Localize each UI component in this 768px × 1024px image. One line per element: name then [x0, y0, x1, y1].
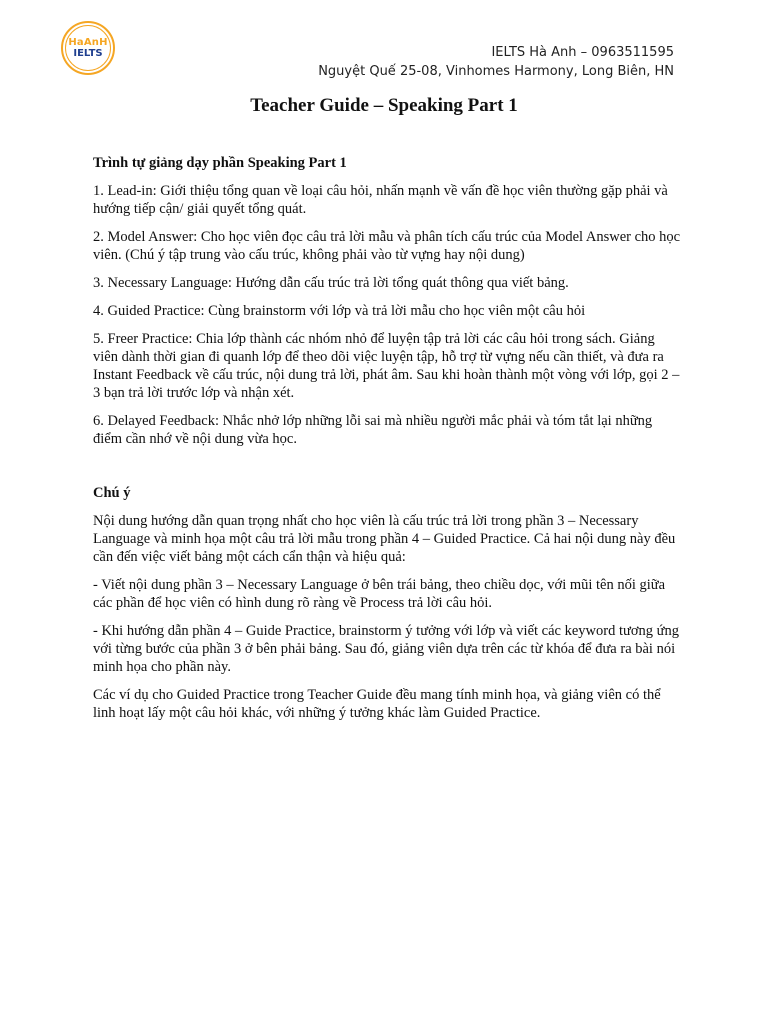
brand-logo [61, 21, 115, 75]
page-title: Teacher Guide – Speaking Part 1 [250, 95, 518, 116]
header-line-2: Nguyệt Quế 25-08, Vinhomes Harmony, Long Biên, HN [318, 64, 674, 79]
section-heading-procedure: Trình tự giảng dạy phần Speaking Part 1 [93, 155, 347, 171]
procedure-item: 1. Lead-in: Giới thiệu tổng quan về loại câu hỏi, nhấn mạnh về vấn đề học viên thường gặp phải và hướng tiếp cận/ giải quyết tổng quát. [93, 183, 668, 217]
note-paragraph: Các ví dụ cho Guided Practice trong Teacher Guide đều mang tính minh họa, và giảng viên có thể linh hoạt lấy một câu hỏi khác, với những ý tưởng khác làm Guided Practice. [93, 687, 661, 721]
section-spacer [93, 458, 683, 484]
header-line-1: IELTS Hà Anh – 0963511595 [491, 45, 674, 60]
document-body [93, 154, 683, 732]
procedure-item: 5. Freer Practice: Chia lớp thành các nhóm nhỏ để luyện tập trả lời các câu hỏi trong sách. Giảng viên dành thời gian đi quanh lớp để theo dõi việc luyện tập, hỗ trợ từ vựng nếu cần thiết, và đưa ra Instant Feedback về cấu trúc, nội dung trả lời, phát âm. Sau khi hoàn thành một vòng với lớp, gọi 2 – 3 bạn trả lời trước lớp và nhận xét. [93, 331, 680, 401]
note-paragraph: - Khi hướng dẫn phần 4 – Guide Practice, brainstorm ý tưởng với lớp và viết các keyword tương ứng với từng bước của phần 3 ở bên phải bảng. Sau đó, giảng viên dựa trên các từ khóa để đưa ra bài nói minh họa cho phần này. [93, 623, 680, 675]
logo-ring [65, 25, 111, 71]
note-paragraph: Nội dung hướng dẫn quan trọng nhất cho học viên là cấu trúc trả lời trong phần 3 – Necessary Language và minh họa một câu trả lời mẫu trong phần 4 – Guided Practice. Cả hai nội dung này đều cần đến việc viết bảng một cách cẩn thận và hiệu quả: [93, 513, 676, 565]
section-heading-note: Chú ý [93, 485, 131, 501]
procedure-item: 6. Delayed Feedback: Nhắc nhở lớp những lỗi sai mà nhiều người mắc phải và tóm tắt lại những điểm cần nhớ về nội dung vừa học. [93, 413, 653, 447]
note-paragraph: - Viết nội dung phần 3 – Necessary Language ở bên trái bảng, theo chiều dọc, với mũi tên nối giữa các phần để học viên có hình dung rõ ràng về Process trả lời câu hỏi. [93, 577, 666, 611]
logo-top-text: HaAnH [68, 36, 108, 48]
header-contact [318, 43, 674, 81]
procedure-item: 3. Necessary Language: Hướng dẫn cấu trúc trả lời tổng quát thông qua viết bảng. [93, 275, 569, 291]
procedure-item: 4. Guided Practice: Cùng brainstorm với lớp và trả lời mẫu cho học viên một câu hỏi [93, 303, 586, 319]
procedure-item: 2. Model Answer: Cho học viên đọc câu trả lời mẫu và phân tích cấu trúc của Model Answer cho học viên. (Chú ý tập trung vào cấu trúc, không phải vào từ vựng hay nội dung) [93, 229, 681, 263]
logo-bottom-text: IELTS [73, 47, 103, 59]
